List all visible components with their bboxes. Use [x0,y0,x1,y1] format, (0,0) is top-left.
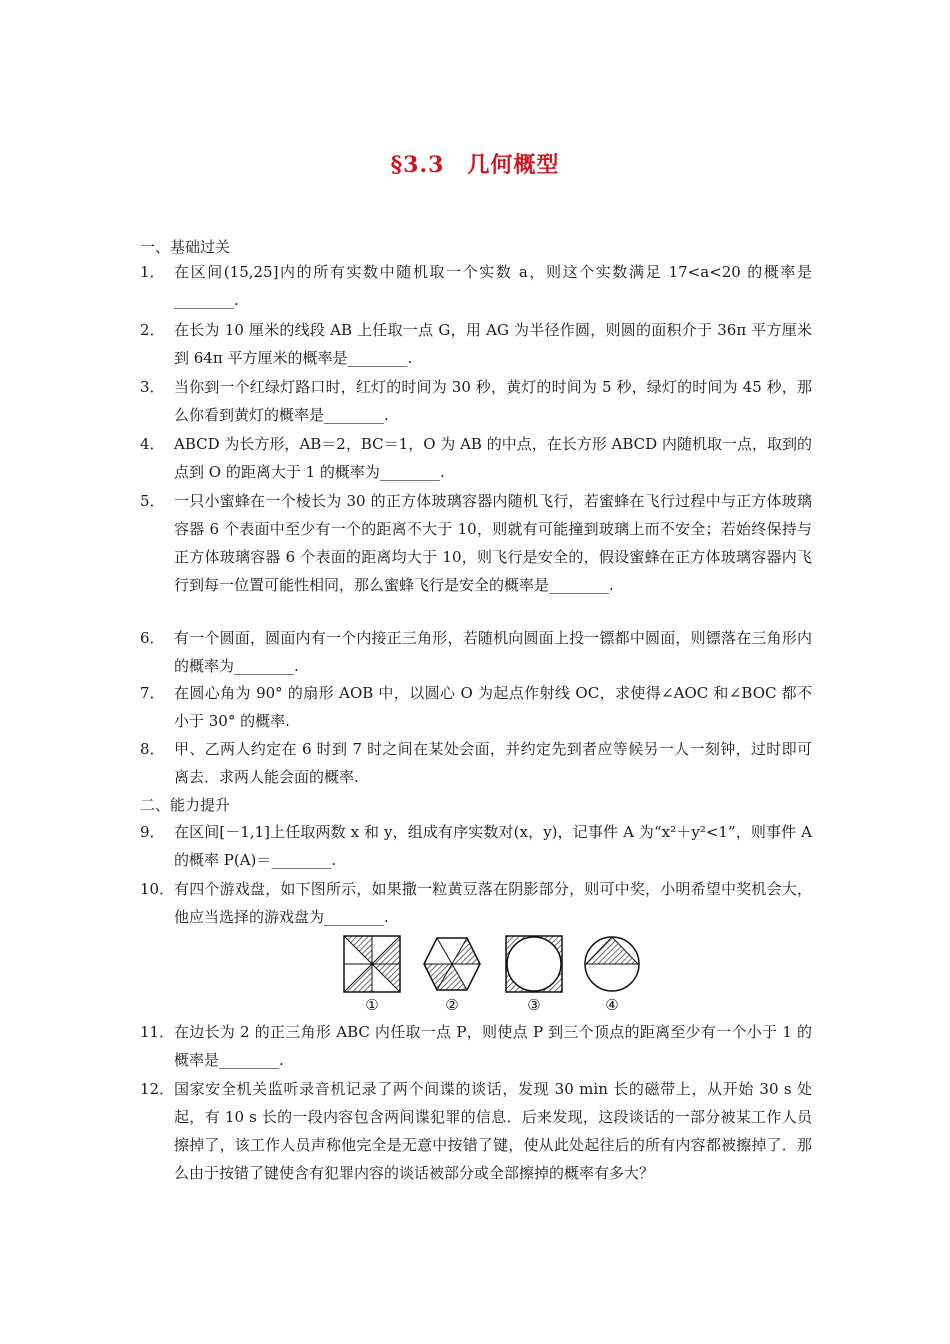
hexagon-board-icon [422,934,482,994]
question-text: 一只小蜜蜂在一个棱长为 30 的正方体玻璃容器内随机飞行，若蜜蜂在飞行过程中与正方体玻璃容器 6 个表面中至少有一个的距离不大于 10，则就有可能撞到玻璃上而不安全；若始终保持与正方体玻璃容器 6 个表面的距离均大于 10，则飞行是安全的，假设蜜蜂在正方体玻璃容器内飞行到每一位置可能性相同，那么蜜蜂飞行是安全的概率是________. [174,492,812,594]
figure-label: ④ [605,996,619,1014]
question-number: 2． [140,321,165,339]
game-board-2 [422,934,482,1014]
question-number: 3． [140,378,165,396]
game-board-figures [336,934,646,1016]
question-8 [140,735,812,791]
figure-label: ① [365,996,379,1014]
question-text: 在区间(15,25]内的所有实数中随机取一个实数 a，则这个实数满足 17<a<20 的概率是________. [174,263,812,309]
question-number: 10． [140,880,175,898]
question-11 [140,1018,812,1074]
question-number: 6． [140,629,165,647]
question-1 [140,258,812,314]
question-number: 1． [140,263,165,281]
question-9 [140,818,812,874]
question-text: 当你到一个红绿灯路口时，红灯的时间为 30 秒，黄灯的时间为 5 秒，绿灯的时间为 45 秒，那么你看到黄灯的概率是________. [174,378,812,424]
question-text: 在区间[－1,1]上任取两数 x 和 y，组成有序实数对(x，y)，记事件 A 为“x²＋y²<1”，则事件 A 的概率 P(A)＝________. [174,823,812,869]
question-6 [140,624,812,680]
question-number: 11． [140,1023,175,1041]
question-10 [140,875,812,931]
question-2 [140,316,812,372]
section-basic: 一、基础过关 [140,238,231,256]
question-number: 4． [140,435,165,453]
square-board-icon [342,934,402,994]
question-number: 8． [140,740,165,758]
question-7 [140,679,812,735]
game-board-1 [342,934,402,1014]
figure-label: ③ [527,996,541,1014]
page-title: §3.3 几何概型 [390,152,560,178]
game-board-4 [582,934,642,1014]
question-number: 9． [140,823,165,841]
question-text: 甲、乙两人约定在 6 时到 7 时之间在某处会面，并约定先到者应等候另一人一刻钟，过时即可离去．求两人能会面的概率. [174,740,812,786]
question-text: 有四个游戏盘，如下图所示，如果撒一粒黄豆落在阴影部分，则可中奖，小明希望中奖机会大，他应当选择的游戏盘为________. [174,880,812,926]
game-board-3 [504,934,564,1014]
question-number: 5． [140,492,165,510]
question-3 [140,373,812,429]
question-text: 在长为 10 厘米的线段 AB 上任取一点 G，用 AG 为半径作圆，则圆的面积介于 36π 平方厘米到 64π 平方厘米的概率是________. [174,321,812,367]
question-number: 12． [140,1080,175,1098]
question-text: 在圆心角为 90° 的扇形 AOB 中，以圆心 O 为起点作射线 OC，求使得∠AOC 和∠BOC 都不小于 30° 的概率. [174,684,812,730]
section-advanced: 二、能力提升 [140,796,231,814]
question-text: 国家安全机关监听录音机记录了两个间谍的谈话，发现 30 min 长的磁带上，从开始 30 s 处起，有 10 s 长的一段内容包含两间谍犯罪的信息．后来发现，这段谈话的一部分被某工作人员擦掉了，该工作人员声称他完全是无意中按错了键，使从此处起往后的所有内容都被擦掉了．那么由于按错了键使含有犯罪内容的谈话被部分或全部擦掉的概率有多大？ [174,1080,812,1182]
circle-triangle-board-icon [582,934,642,994]
question-4 [140,430,812,486]
question-5 [140,487,812,599]
question-text: ABCD 为长方形，AB＝2，BC＝1，O 为 AB 的中点，在长方形 ABCD 内随机取一点，取到的点到 O 的距离大于 1 的概率为________. [174,435,812,481]
square-circle-board-icon [504,934,564,994]
question-number: 7． [140,684,165,702]
figure-label: ② [445,996,459,1014]
question-text: 有一个圆面，圆面内有一个内接正三角形，若随机向圆面上投一镖都中圆面，则镖落在三角形内的概率为________. [174,629,812,675]
question-12 [140,1075,812,1187]
question-text: 在边长为 2 的正三角形 ABC 内任取一点 P，则使点 P 到三个顶点的距离至少有一个小于 1 的概率是________. [174,1023,812,1069]
